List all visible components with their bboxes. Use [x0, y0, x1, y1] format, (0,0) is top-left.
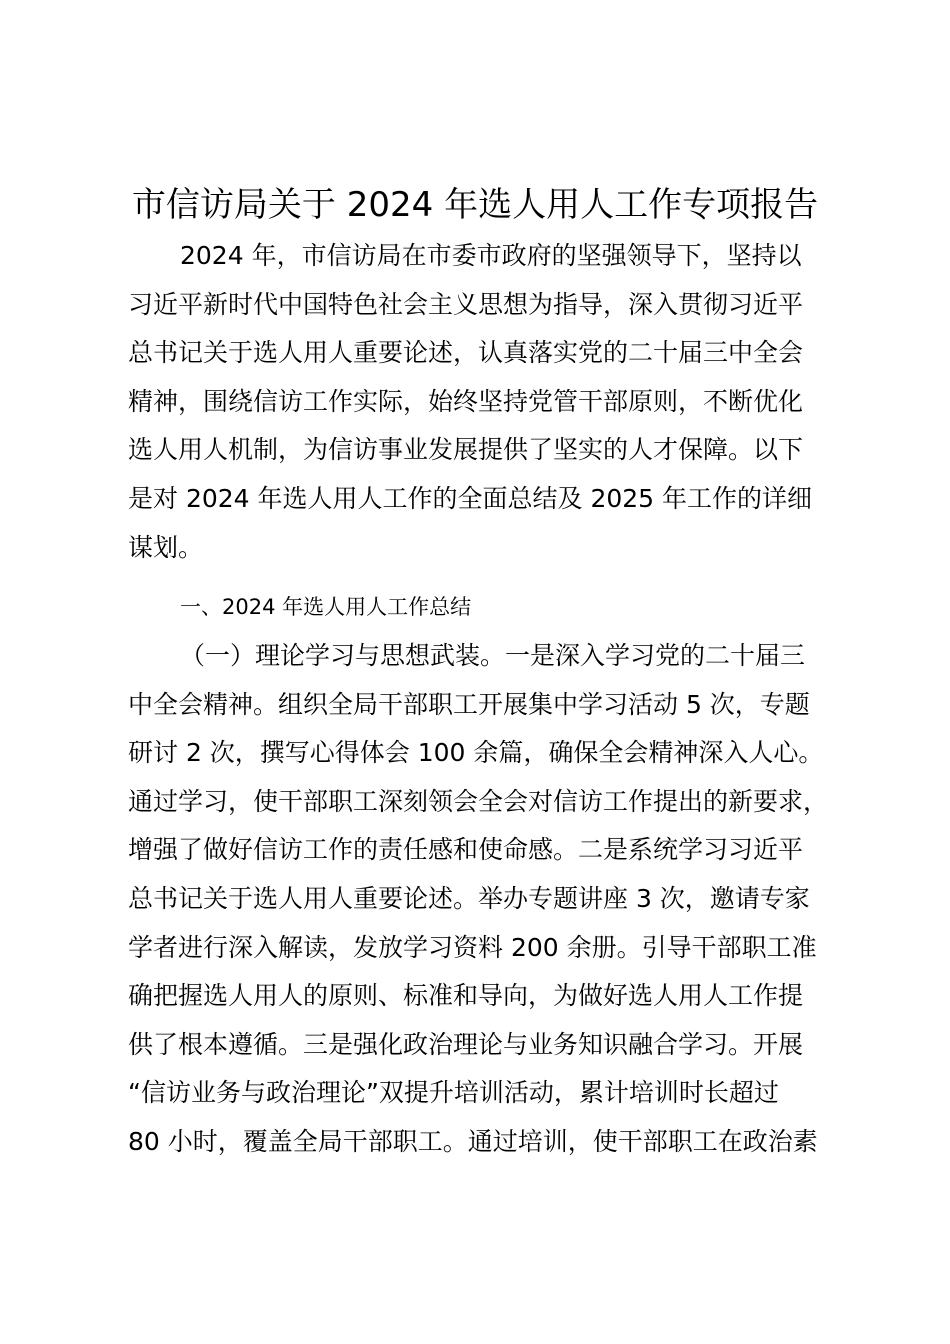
paragraph-line: 研讨 2 次，撰写心得体会 100 余篇，确保全会精神深入人心。 — [128, 738, 824, 768]
section-heading: 一、2024 年选人用人工作总结 — [180, 595, 472, 619]
paragraph-line: 谋划。 — [128, 532, 204, 562]
paragraph-line: 供了根本遵循。三是强化政治理论与业务知识融合学习。开展 — [128, 1029, 804, 1059]
paragraph-line: 2024 年，市信访局在市委市政府的坚强领导下，坚持以 — [180, 241, 802, 270]
paragraph-line: 学者进行深入解读，发放学习资料 200 余册。引导干部职工准 — [128, 932, 817, 962]
paragraph-line: “信访业务与政治理论”双提升培训活动，累计培训时长超过 — [128, 1078, 779, 1108]
paragraph-line: 80 小时，覆盖全局干部职工。通过培训，使干部职工在政治素 — [128, 1126, 818, 1156]
document-title: 市信访局关于 2024 年选人用人工作专项报告 — [131, 185, 819, 225]
paragraph-line: 增强了做好信访工作的责任感和使命感。二是系统学习习近平 — [128, 835, 804, 865]
paragraph-line: 中全会精神。组织全局干部职工开展集中学习活动 5 次，专题 — [128, 689, 810, 719]
paragraph-line: 总书记关于选人用人重要论述。举办专题讲座 3 次，邀请专家 — [128, 883, 810, 913]
intro-paragraph — [128, 232, 848, 572]
paragraph-line: 是对 2024 年选人用人工作的全面总结及 2025 年工作的详细 — [128, 483, 813, 513]
paragraph-line: 确把握选人用人的原则、标准和导向，为做好选人用人工作提 — [128, 981, 804, 1011]
paragraph-line: （一）理论学习与思想武装。一是深入学习党的二十届三 — [180, 641, 806, 670]
section-paragraph — [128, 632, 848, 1167]
paragraph-line: 习近平新时代中国特色社会主义思想为指导，深入贯彻习近平 — [128, 289, 804, 319]
section-heading-block — [128, 583, 848, 632]
paragraph-line: 精神，围绕信访工作实际，始终坚持党管干部原则，不断优化 — [128, 386, 804, 416]
paragraph-line: 通过学习，使干部职工深刻领会全会对信访工作提出的新要求， — [128, 786, 829, 816]
paragraph-line: 选人用人机制，为信访事业发展提供了坚实的人才保障。以下 — [128, 435, 804, 465]
paragraph-line: 总书记关于选人用人重要论述，认真落实党的二十届三中全会 — [128, 338, 804, 368]
